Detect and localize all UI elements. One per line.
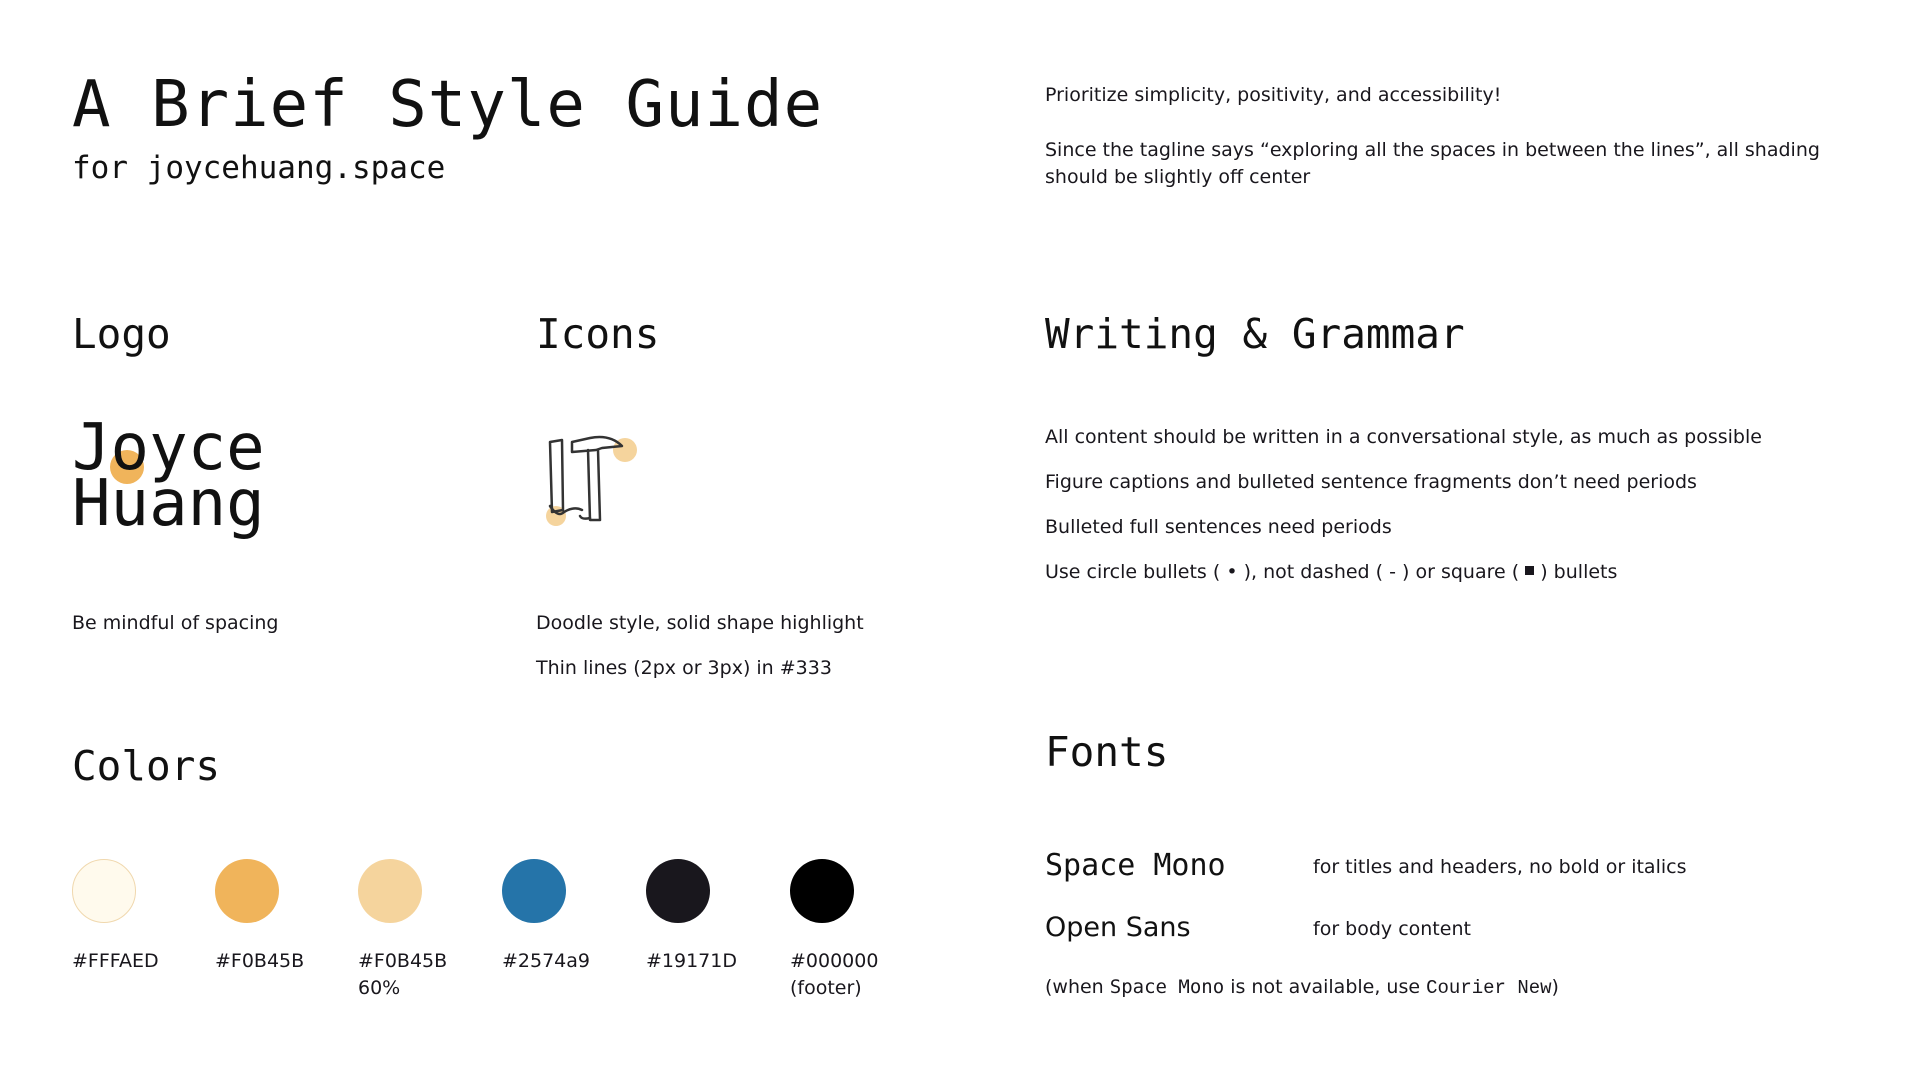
fallback-mid: is not available, use: [1230, 976, 1421, 998]
hammer-and-ruler-icon: [536, 430, 646, 540]
color-swatch-label: [502, 948, 590, 975]
dash-bullet-example: -: [1389, 561, 1396, 583]
page-subtitle: for joycehuang.space: [72, 150, 446, 186]
writing-item: Bulleted full sentences need periods: [1045, 516, 1392, 538]
bullet-text-mid-2: ) or square (: [1402, 561, 1520, 583]
font-desc-open-sans: for body content: [1313, 918, 1471, 940]
intro-text: [1045, 82, 1845, 219]
color-swatch: [502, 859, 566, 923]
color-note: (footer): [790, 977, 862, 999]
color-hex: #F0B45B: [358, 950, 448, 972]
page-title: A Brief Style Guide: [72, 68, 824, 142]
icons-caption-1: Doodle style, solid shape highlight: [536, 612, 864, 634]
square-bullet-icon: [1525, 566, 1534, 575]
font-sample-space-mono: Space Mono: [1045, 848, 1226, 883]
color-swatch: [358, 859, 422, 923]
bullet-text-prefix: Use circle bullets (: [1045, 561, 1221, 583]
font-fallback-note: [1045, 976, 1559, 999]
bullet-style-item: [1045, 561, 1617, 583]
fonts-heading: Fonts: [1045, 728, 1169, 776]
color-swatch-label: [790, 948, 878, 1002]
logo-heading: Logo: [72, 310, 171, 358]
logo-caption: Be mindful of spacing: [72, 612, 279, 634]
logo: [72, 411, 302, 550]
color-swatch-label: [72, 948, 159, 975]
intro-line-1: Prioritize simplicity, positivity, and accessibility!: [1045, 84, 1502, 106]
color-swatch-label: [215, 948, 304, 975]
writing-item: All content should be written in a conversational style, as much as possible: [1045, 426, 1762, 448]
color-swatch-label: [646, 948, 737, 975]
color-hex: #FFFAED: [72, 950, 159, 972]
intro-line-2: Since the tagline says “exploring all the spaces in between the lines”, all shading should be slightly off center: [1045, 139, 1820, 188]
color-note: 60%: [358, 977, 401, 999]
bullet-text-mid-1: ), not dashed (: [1243, 561, 1384, 583]
color-swatch: [215, 859, 279, 923]
color-swatch: [790, 859, 854, 923]
color-hex: #F0B45B: [215, 950, 305, 972]
fallback-suffix: ): [1551, 976, 1559, 998]
colors-heading: Colors: [72, 742, 221, 790]
logo-last-name: Huang: [72, 467, 265, 541]
writing-heading: Writing & Grammar: [1045, 310, 1465, 358]
color-swatch-label: [358, 948, 447, 1002]
color-swatch: [72, 859, 136, 923]
logo-first-name: Joyce: [72, 411, 265, 485]
fallback-font-name: Space Mono: [1109, 976, 1225, 998]
color-hex: #19171D: [646, 950, 737, 972]
color-hex: #2574a9: [502, 950, 591, 972]
font-desc-space-mono: for titles and headers, no bold or italics: [1313, 856, 1687, 878]
icons-caption-2: Thin lines (2px or 3px) in #333: [536, 657, 832, 679]
fallback-prefix: (when: [1045, 976, 1104, 998]
bullet-text-suffix: ) bullets: [1540, 561, 1618, 583]
font-sample-open-sans: Open Sans: [1045, 912, 1191, 943]
circle-bullet-example: •: [1226, 561, 1238, 583]
color-hex: #000000: [790, 950, 879, 972]
icons-heading: Icons: [536, 310, 660, 358]
writing-item: Figure captions and bulleted sentence fragments don’t need periods: [1045, 471, 1697, 493]
fallback-alt-font: Courier New: [1426, 977, 1552, 999]
color-swatch: [646, 859, 710, 923]
